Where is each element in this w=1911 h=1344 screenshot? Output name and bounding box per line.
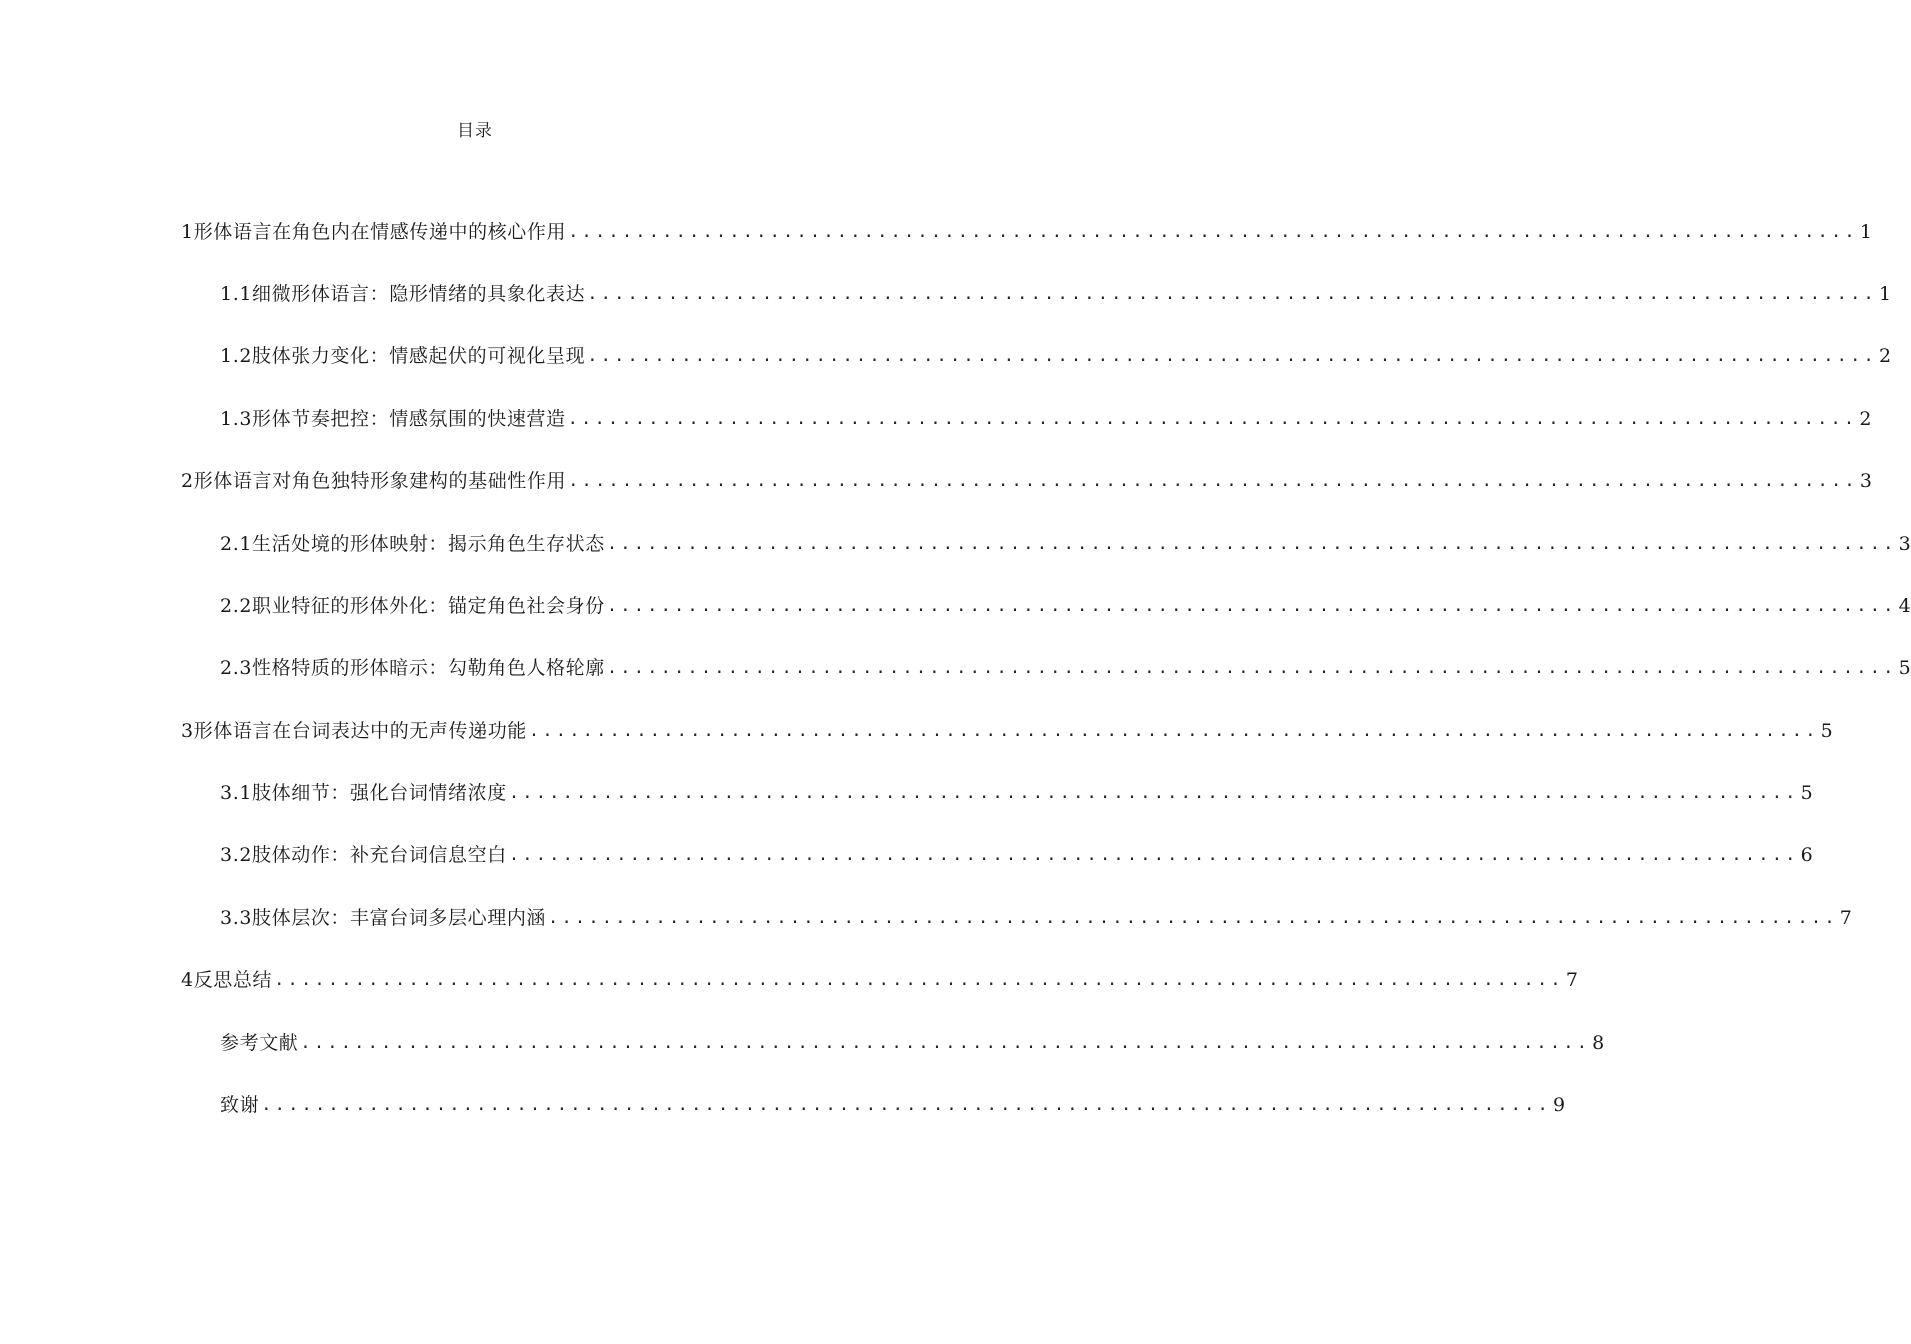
toc-leader-dots: ................................................................................................ [606,596,1897,616]
toc-leader-dots: ................................................................................................ [587,346,1877,366]
toc-page-number: 2 [1859,408,1872,430]
toc-entry-text: 3.2肢体动作：补充台词信息空白 [220,844,507,866]
toc-page-number: 2 [1878,345,1892,367]
toc-leader-dots: ................................................................................................ [548,908,1838,928]
toc-page-number: 1 [1859,221,1872,243]
toc-entry[interactable] [181,963,1578,993]
toc-page-number: 7 [1565,969,1578,991]
toc-page-number: 3 [1859,470,1872,492]
toc-entry[interactable] [220,277,1892,307]
toc-leader-dots: ................................................................................................ [508,783,1799,803]
toc-page-number: 8 [1592,1032,1605,1054]
toc-leader-dots: ................................................................................................ [606,534,1897,554]
toc-entry[interactable] [220,1026,1605,1056]
toc-entry-text: 2形体语言对角色独特形象建构的基础性作用 [181,470,567,492]
toc-entry[interactable] [220,1088,1566,1118]
toc-entry[interactable] [220,589,1911,619]
toc-page-number: 6 [1800,844,1813,866]
toc-leader-dots: ................................................................................................ [606,658,1897,678]
toc-page-number: 4 [1898,595,1911,617]
toc-entry[interactable] [220,339,1892,369]
toc-page-number: 9 [1552,1094,1566,1116]
toc-entry-text: 2.1生活处境的形体映射：揭示角色生存状态 [220,533,605,555]
toc-entry-text: 1.3形体节奏把控：情感氛围的快速营造 [220,408,566,430]
toc-entry-text: 3.1肢体细节：强化台词情绪浓度 [220,782,507,804]
toc-entry[interactable] [181,215,1872,245]
toc-entry[interactable] [181,714,1833,744]
toc-entry-text: 1形体语言在角色内在情感传递中的核心作用 [181,221,567,243]
toc-leader-dots: ................................................................................................ [274,970,1564,990]
toc-page-number: 5 [1800,782,1813,804]
toc-entry[interactable] [181,464,1872,494]
toc-entry-text: 1.2肢体张力变化：情感起伏的可视化呈现 [220,345,586,367]
toc-entry-text: 致谢 [220,1094,260,1116]
toc-entry[interactable] [220,901,1852,931]
toc-page-number: 7 [1839,907,1852,929]
toc-leader-dots: ................................................................................................ [300,1033,1591,1053]
toc-entry[interactable] [220,527,1911,557]
toc-entry[interactable] [220,776,1813,806]
toc-entry[interactable] [220,838,1813,868]
toc-leader-dots: ................................................................................................ [261,1095,1551,1115]
toc-leader-dots: ................................................................................................ [568,471,1858,491]
toc-page-number: 1 [1878,283,1892,305]
toc-page-number: 5 [1820,720,1833,742]
toc-leader-dots: ................................................................................................ [567,409,1858,429]
toc-entry-text: 参考文献 [220,1032,299,1054]
toc-title: 目录 [457,121,493,141]
toc-page-number: 5 [1898,657,1911,679]
toc-entry[interactable] [220,402,1872,432]
toc-leader-dots: ................................................................................................ [587,284,1877,304]
toc-entry-text: 2.3性格特质的形体暗示：勾勒角色人格轮廓 [220,657,605,679]
toc-entry-text: 3.3肢体层次：丰富台词多层心理内涵 [220,907,547,929]
toc-entry-text: 1.1细微形体语言：隐形情绪的具象化表达 [220,283,586,305]
toc-page-number: 3 [1898,533,1911,555]
toc-leader-dots: ................................................................................................ [508,845,1799,865]
toc-entry[interactable] [220,651,1911,681]
toc-entry-text: 3形体语言在台词表达中的无声传递功能 [181,720,527,742]
toc-entry-text: 2.2职业特征的形体外化：锚定角色社会身份 [220,595,605,617]
toc-entry-text: 4反思总结 [181,969,273,991]
toc-leader-dots: ................................................................................................ [568,222,1858,242]
toc-leader-dots: ................................................................................................ [528,721,1819,741]
